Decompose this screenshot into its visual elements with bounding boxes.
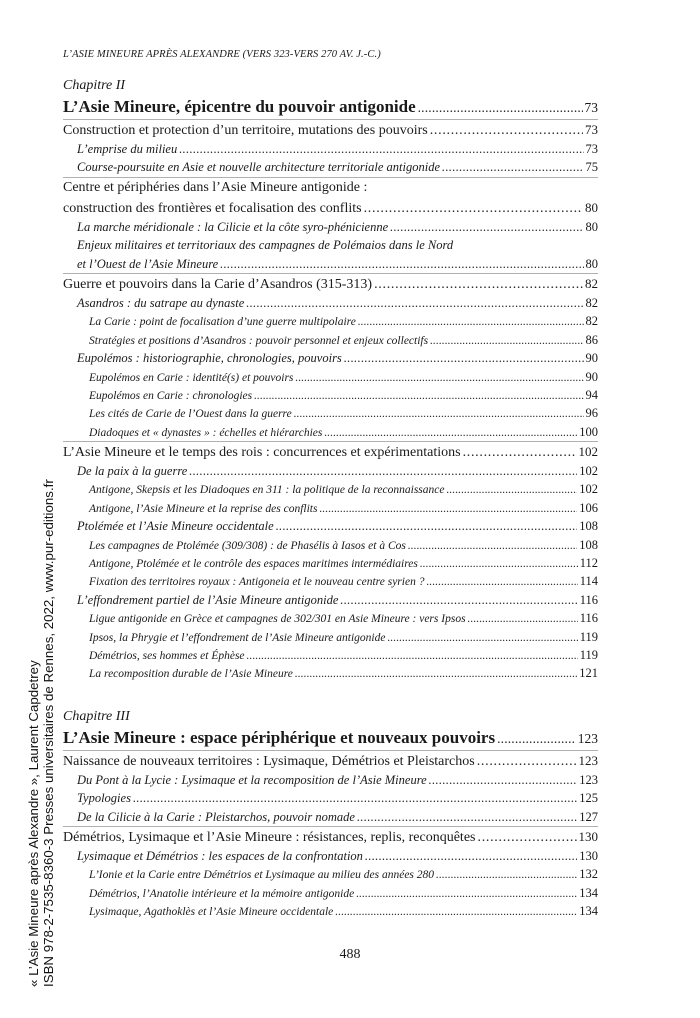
toc-subsubsection: La Carie : point de focalisation d’une guerre multipolaire . . . 82 bbox=[63, 312, 598, 330]
toc-subsubsection: Démétrios, ses hommes et Éphèse . . . 119 bbox=[63, 646, 598, 664]
toc-subsubsection: Les campagnes de Ptolémée (309/308) : de Phasélis à Iasos et à Cos . . . 108 bbox=[63, 536, 598, 554]
chapter-title: L’Asie Mineure, épicentre du pouvoir antigonide . . . 73 bbox=[63, 95, 598, 119]
toc-subsubsection: Lysimaque, Agathoklès et l’Asie Mineure occidentale . . . 134 bbox=[63, 902, 598, 920]
toc-subsection: La marche méridionale : la Cilicie et la côte syro-phénicienne . . . 80 bbox=[63, 218, 598, 236]
table-of-contents bbox=[63, 78, 598, 921]
toc-subsubsection: Stratégies et positions d’Asandros : pouvoir personnel et enjeux collectifs . . . 86 bbox=[63, 331, 598, 349]
side-credit-line2: ISBN 978-2-7535-8360-3 Presses universitaires de Rennes, 2022, www.pur-editions.fr bbox=[41, 479, 56, 987]
toc-subsection: Eupolémos : historiographie, chronologies, pouvoirs . . . 90 bbox=[63, 349, 598, 367]
toc-subsection: De la Cilicie à la Carie : Pleistarchos, pouvoir nomade . . . 127 bbox=[63, 808, 598, 826]
toc-subsection: L’emprise du milieu . . . 73 bbox=[63, 140, 598, 158]
toc-section: Construction et protection d’un territoire, mutations des pouvoirs . . . 73 bbox=[63, 120, 598, 140]
toc-section: Centre et périphéries dans l’Asie Mineure antigonide : construction des frontières et focalisation des conflits . . . 80 bbox=[63, 178, 598, 218]
toc-section: Guerre et pouvoirs dans la Carie d’Asandros (315-313) . . . 82 bbox=[63, 274, 598, 294]
toc-subsubsection: Démétrios, l’Anatolie intérieure et la mémoire antigonide . . . 134 bbox=[63, 884, 598, 902]
chapter-label: Chapitre II bbox=[63, 78, 126, 93]
toc-subsection: Ptolémée et l’Asie Mineure occidentale . . . 108 bbox=[63, 517, 598, 535]
toc-subsubsection: Eupolémos en Carie : chronologies . . . 94 bbox=[63, 386, 598, 404]
toc-subsubsection: Diadoques et « dynastes » : échelles et hiérarchies . . . 100 bbox=[63, 423, 598, 441]
toc-section: Naissance de nouveaux territoires : Lysimaque, Démétrios et Pleistarchos . . . 123 bbox=[63, 751, 598, 771]
toc-subsubsection: Antigone, l’Asie Mineure et la reprise des conflits . . . 106 bbox=[63, 499, 598, 517]
toc-subsection: Lysimaque et Démétrios : les espaces de la confrontation . . . 130 bbox=[63, 847, 598, 865]
side-credit bbox=[26, 479, 56, 987]
chapter-label: Chapitre III bbox=[63, 708, 130, 724]
toc-subsection: Asandros : du satrape au dynaste . . . 82 bbox=[63, 294, 598, 312]
page-number: 488 bbox=[339, 947, 361, 962]
toc-subsection: Enjeux militaires et territoriaux des campagnes de Polémaios dans le Nord et l’Ouest de l’Asie Mineure . . . 80 bbox=[63, 236, 598, 273]
running-head: L’ASIE MINEURE APRÈS ALEXANDRE (VERS 323-VERS 270 AV. J.-C.) bbox=[63, 49, 381, 60]
toc-subsubsection: La recomposition durable de l’Asie Mineure . . . 121 bbox=[63, 664, 598, 682]
chapter-title: L’Asie Mineure : espace périphérique et nouveaux pouvoirs . . . 123 bbox=[63, 726, 598, 750]
side-credit-line1: « L’Asie Mineure après Alexandre », Laurent Capdetrey bbox=[26, 660, 41, 987]
toc-subsubsection: Ligue antigonide en Grèce et campagnes de 302/301 en Asie Mineure : vers Ipsos . . . 116 bbox=[63, 609, 598, 627]
toc-subsection: De la paix à la guerre . . . 102 bbox=[63, 462, 598, 480]
toc-subsection: Course-poursuite en Asie et nouvelle architecture territoriale antigonide . . . 75 bbox=[63, 158, 598, 176]
toc-subsubsection: Ipsos, la Phrygie et l’effondrement de l’Asie Mineure antigonide . . . 119 bbox=[63, 628, 598, 646]
toc-subsubsection: Antigone, Skepsis et les Diadoques en 311 : la politique de la reconnaissance . . . 102 bbox=[63, 480, 598, 498]
toc-section: L’Asie Mineure et le temps des rois : concurrences et expérimentations . . . 102 bbox=[63, 442, 598, 462]
toc-subsection: Du Pont à la Lycie : Lysimaque et la recomposition de l’Asie Mineure . . . 123 bbox=[63, 771, 598, 789]
toc-subsubsection: Les cités de Carie de l’Ouest dans la guerre . . . 96 bbox=[63, 404, 598, 422]
toc-subsubsection: L’Ionie et la Carie entre Démétrios et Lysimaque au milieu des années 280 . . . 132 bbox=[63, 865, 598, 883]
toc-subsubsection: Antigone, Ptolémée et le contrôle des espaces maritimes intermédiaires . . . 112 bbox=[63, 554, 598, 572]
toc-subsubsection: Fixation des territoires royaux : Antigoneia et le nouveau centre syrien ? . . . 114 bbox=[63, 572, 598, 590]
toc-section: Démétrios, Lysimaque et l’Asie Mineure : résistances, replis, reconquêtes . . . 130 bbox=[63, 827, 598, 847]
toc-subsubsection: Eupolémos en Carie : identité(s) et pouvoirs . . . 90 bbox=[63, 368, 598, 386]
toc-subsection: L’effondrement partiel de l’Asie Mineure antigonide . . . 116 bbox=[63, 591, 598, 609]
toc-subsection: Typologies . . . 125 bbox=[63, 789, 598, 807]
